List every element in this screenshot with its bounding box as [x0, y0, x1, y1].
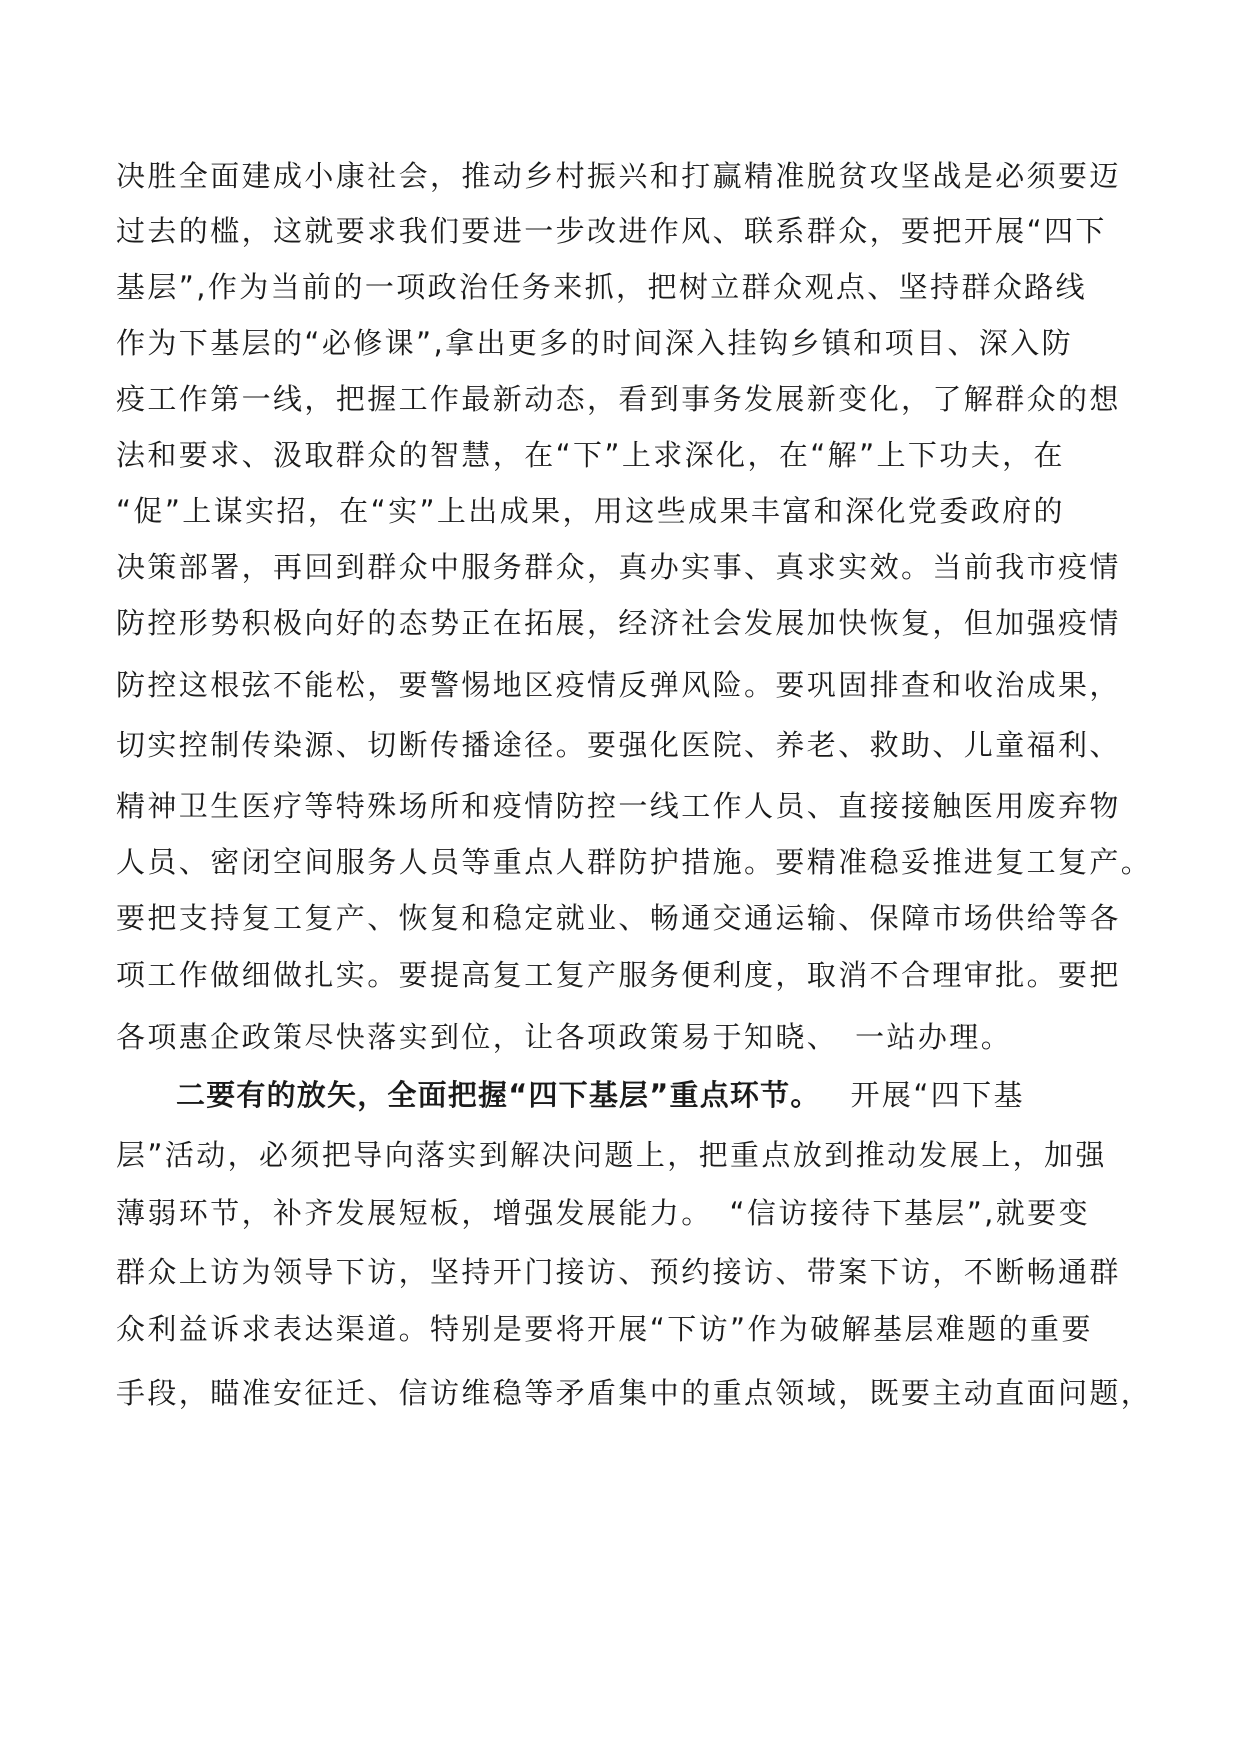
paragraph-line: 法和要求、汲取群众的智慧，在“下”上求深化，在“解”上下功夫，在	[116, 438, 1065, 472]
section-heading: 二要有的放矢，全面把握“四下基层”重点环节。	[176, 1078, 821, 1112]
paragraph-line: 要把支持复工复产、恢复和稳定就业、畅通交通运输、保障市场供给等各	[116, 901, 1121, 935]
paragraph-line: 项工作做细做扎实。要提高复工复产服务便利度，取消不合理审批。要把	[116, 958, 1121, 992]
paragraph-line: 决胜全面建成小康社会，推动乡村振兴和打赢精准脱贫攻坚战是必须要迈	[116, 159, 1121, 193]
paragraph-line: 手段，瞄准安征迁、信访维稳等矛盾集中的重点领域，既要主动直面问题，	[116, 1376, 1153, 1410]
paragraph-line: 人员、密闭空间服务人员等重点人群防护措施。要精准稳妥推进复工复产。	[116, 845, 1153, 879]
paragraph-line: “促”上谋实招，在“实”上出成果，用这些成果丰富和深化党委政府的	[116, 494, 1065, 528]
paragraph-line: 决策部署，再回到群众中服务群众，真办实事、真求实效。当前我市疫情	[116, 550, 1121, 584]
paragraph-line: 切实控制传染源、切断传播途径。要强化医院、养老、救助、儿童福利、	[116, 728, 1121, 762]
paragraph-first-line	[176, 1075, 1025, 1115]
paragraph-line: 防控这根弦不能松，要警惕地区疫情反弹风险。要巩固排查和收治成果，	[116, 668, 1121, 702]
paragraph-line: 群众上访为领导下访，坚持开门接访、预约接访、带案下访，不断畅通群	[116, 1255, 1121, 1289]
paragraph-line: 疫工作第一线，把握工作最新动态，看到事务发展新变化，了解群众的想	[116, 382, 1121, 416]
paragraph-line: 精神卫生医疗等特殊场所和疫情防控一线工作人员、直接接触医用废弃物	[116, 789, 1121, 823]
paragraph-line: 层”活动，必须把导向落实到解决问题上，把重点放到推动发展上，加强	[116, 1138, 1107, 1172]
paragraph-line: 众利益诉求表达渠道。特别是要将开展“下访”作为破解基层难题的重要	[116, 1312, 1093, 1346]
paragraph-line: 防控形势积极向好的态势正在拓展，经济社会发展加快恢复，但加强疫情	[116, 606, 1121, 640]
paragraph-line-start: 开展“四下基	[850, 1078, 1025, 1112]
paragraph-line: 作为下基层的“必修课”,拿出更多的时间深入挂钩乡镇和项目、深入防	[116, 326, 1074, 360]
paragraph-line: 各项惠企政策尽快落实到位，让各项政策易于知晓、 一站办理。	[116, 1020, 1013, 1054]
paragraph-line: 薄弱环节，补齐发展短板，增强发展能力。 “信访接待下基层”,就要变	[116, 1196, 1090, 1230]
paragraph-line: 过去的槛，这就要求我们要进一步改进作风、联系群众，要把开展“四下	[116, 214, 1107, 248]
paragraph-line: 基层”,作为当前的一项政治任务来抓，把树立群众观点、坚持群众路线	[116, 270, 1088, 304]
